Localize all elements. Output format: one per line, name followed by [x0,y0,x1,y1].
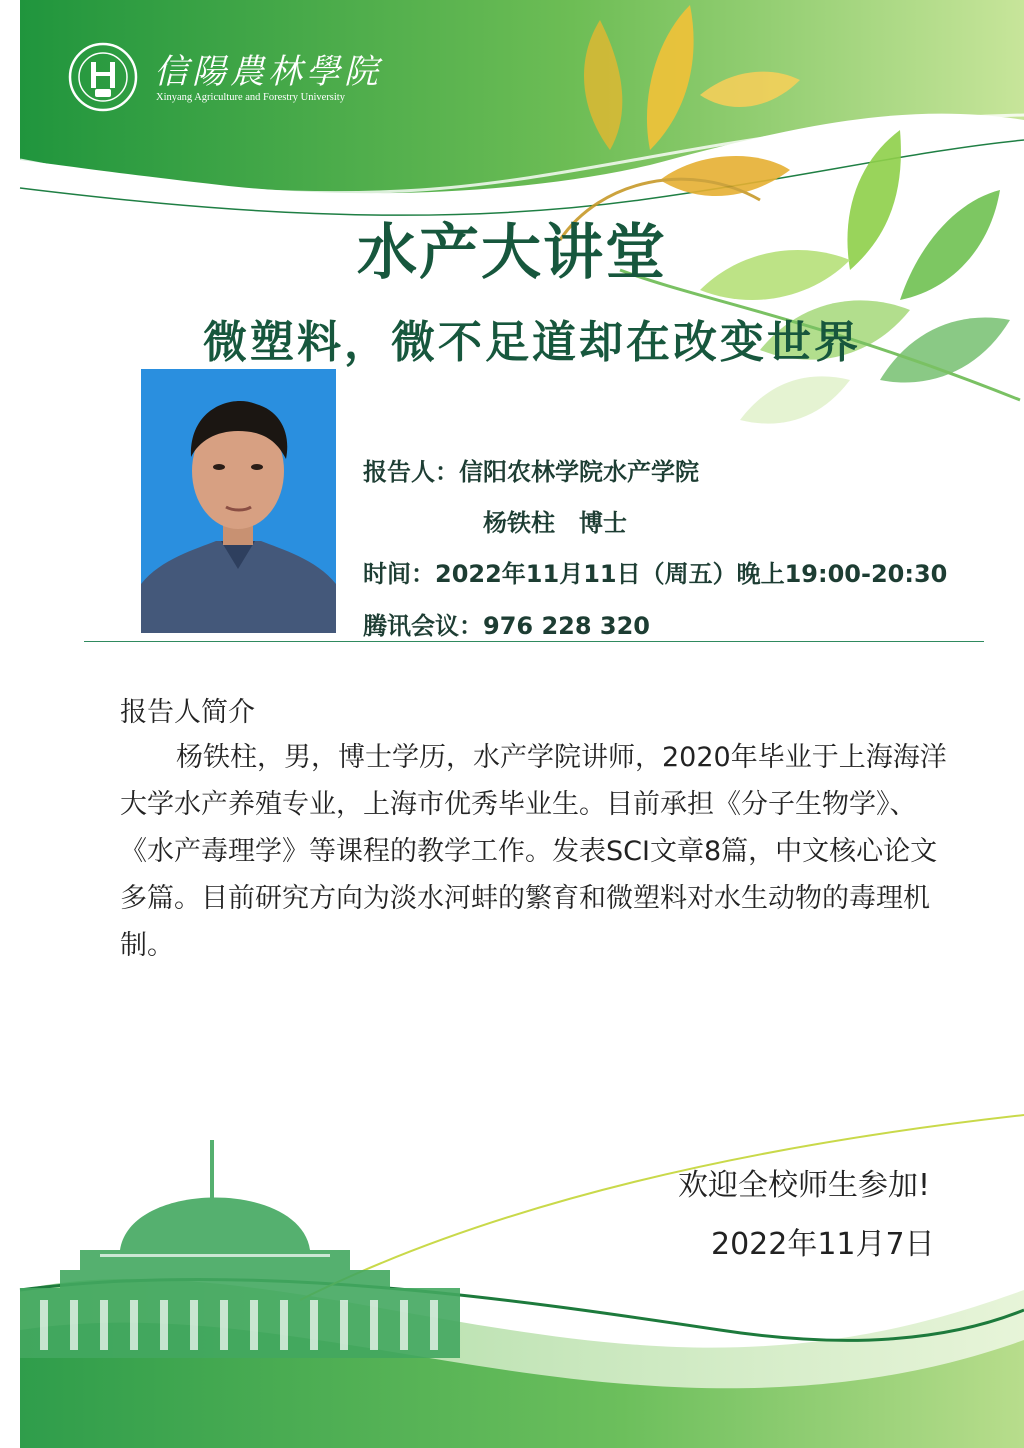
section-divider [84,641,984,642]
university-name-en: Xinyang Agriculture and Forestry University [156,92,345,103]
welcome-message: 欢迎全校师生参加! [678,1168,931,1203]
bio-text: 杨铁柱，男，博士学历，水产学院讲师，2020年毕业于上海海洋大学水产养殖专业，上海市优秀毕业生。目前承担《分子生物学》、《水产毒理学》等课程的教学工作。发表SCI文章8篇，中文核心论文多篇。目前研究方向为淡水河蚌的繁育和微塑料对水生动物的毒理机制。 [120,742,947,961]
event-time: 时间：2022年11月11日（周五）晚上19:00-20:30 [363,560,948,588]
university-emblem-icon [68,42,138,112]
speaker-name: 杨铁柱 博士 [483,509,627,537]
bio-heading: 报告人简介 [120,697,255,728]
university-logo [68,42,382,112]
series-title: 水产大讲堂 [357,218,667,288]
notice-date: 2022年11月7日 [711,1227,935,1262]
speaker-affiliation: 报告人：信阳农林学院水产学院 [363,458,699,486]
meeting-id: 腾讯会议：976 228 320 [363,612,651,640]
talk-title: 微塑料，微不足道却在改变世界 [203,317,861,368]
university-name-cn: 信陽農林學院 [154,52,382,92]
speaker-portrait-image [141,369,336,633]
speaker-photo [141,369,336,633]
